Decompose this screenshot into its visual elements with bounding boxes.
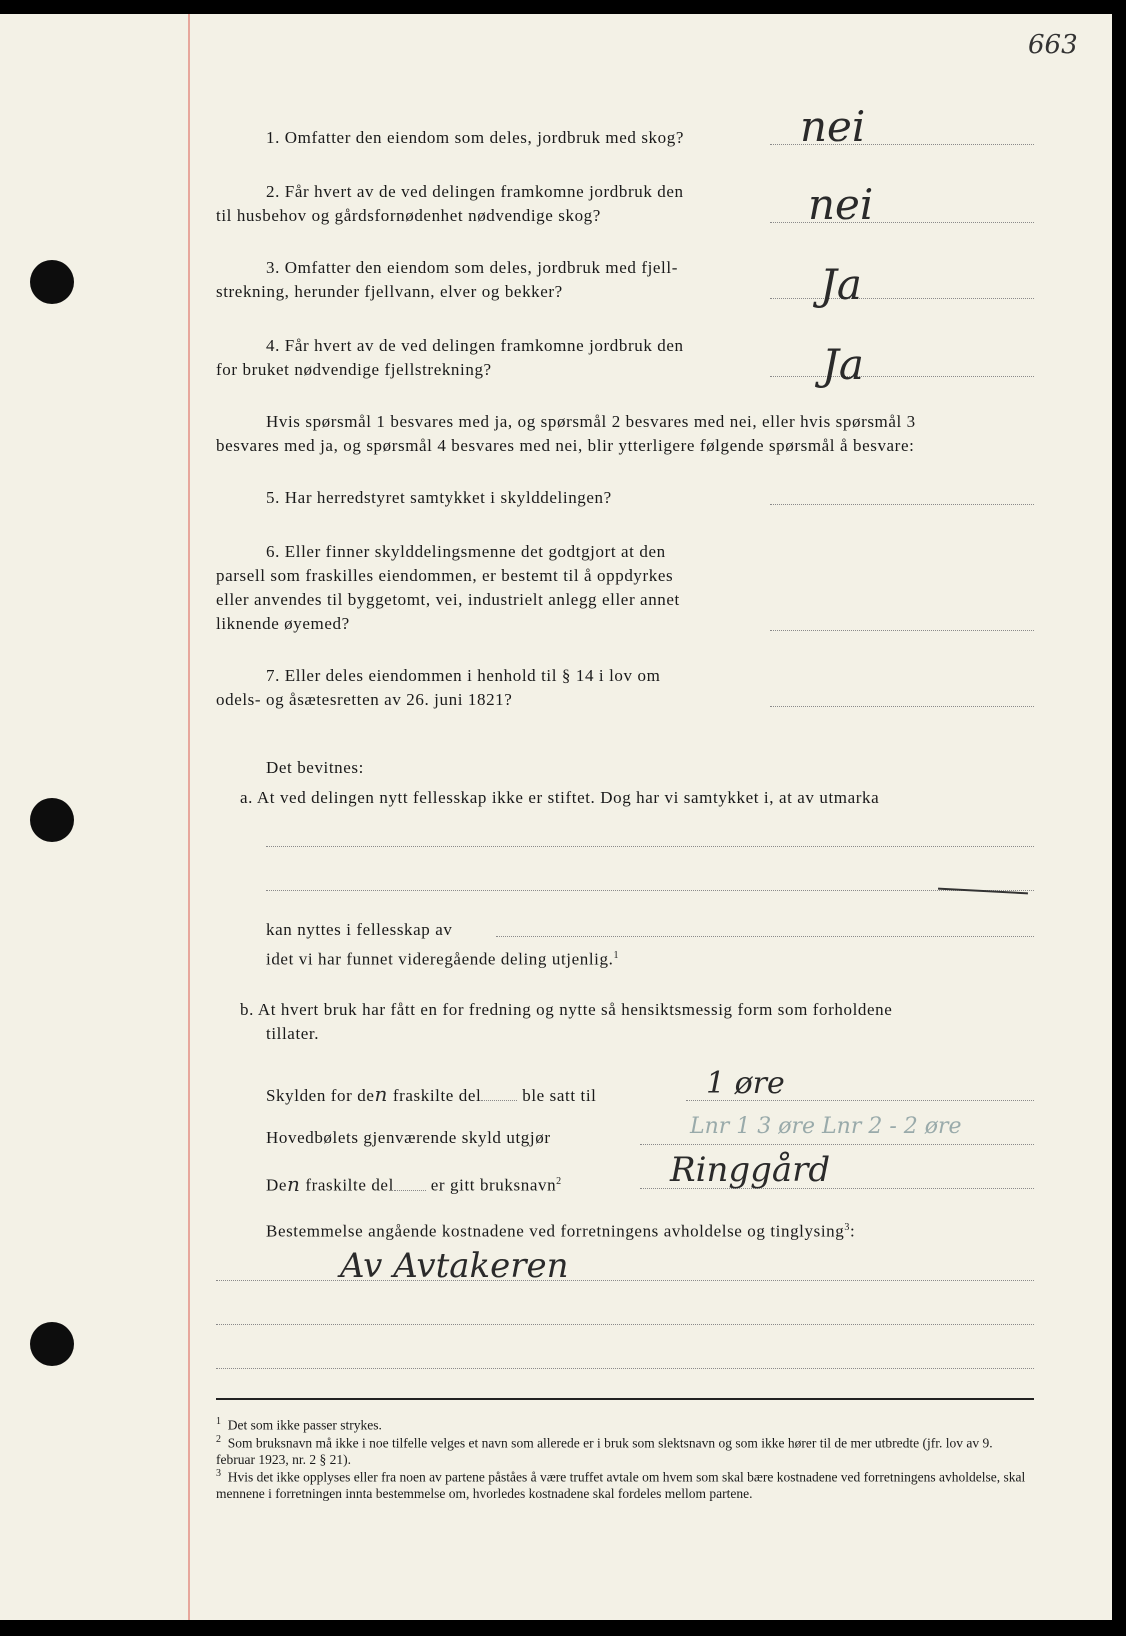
attest-b-line1: b. At hvert bruk har fått en for fredning og nytte så hensiktsmessig form som forholdene	[240, 1000, 893, 1019]
question-6-line1: 6. Eller finner skylddelingsmenne det godtgjort at den	[266, 542, 666, 561]
fill-line	[266, 846, 1034, 847]
answer-4-handwritten: Ja	[822, 340, 864, 389]
question-3-line1: 3. Omfatter den eiendom som deles, jordbruk med fjell-	[266, 258, 678, 277]
conditional-line1: Hvis spørsmål 1 besvares med ja, og spørsmål 2 besvares med nei, eller hvis spørsmål 3	[266, 412, 916, 431]
footnote-1: $^1$ Det som ikke passer strykes.	[216, 1416, 382, 1433]
answer-line	[770, 504, 1034, 505]
page-number: 663	[1028, 30, 1078, 60]
question-2-line2: til husbehov og gårdsfornødenhet nødvendige skog?	[216, 206, 601, 225]
margin-line	[188, 14, 190, 1620]
punch-hole	[30, 1322, 74, 1366]
question-4-line1: 4. Får hvert av de ved delingen framkomne jordbruk den	[266, 336, 684, 355]
skylden-value-handwritten: 1 øre	[706, 1066, 785, 1101]
hovedbolet-label: Hovedbølets gjenværende skyld utgjør	[266, 1128, 551, 1147]
question-5: 5. Har herredstyret samtykket i skylddelingen?	[266, 488, 612, 507]
bestemmelse-label: Bestemmelse angående kostnadene ved forretningens avholdelse og tinglysing$^3$:	[266, 1221, 856, 1241]
question-2-line1: 2. Får hvert av de ved delingen framkomne jordbruk den	[266, 182, 684, 201]
skylden-field: Skylden for den fraskilte del ble satt til	[266, 1082, 597, 1106]
answer-line	[770, 376, 1034, 377]
question-6-line4: liknende øyemed?	[216, 614, 350, 633]
question-6-line2: parsell som fraskilles eiendommen, er bestemt til å oppdyrkes	[216, 566, 674, 585]
footnote-rule	[216, 1398, 1034, 1400]
conditional-line2: besvares med ja, og spørsmål 4 besvares med nei, blir ytterligere følgende spørsmål å besvare:	[216, 436, 915, 455]
bruksnavn-field: Den fraskilte del er gitt bruksnavn$^2$	[266, 1171, 562, 1196]
fill-line	[216, 1368, 1034, 1369]
answer-2-handwritten: nei	[808, 180, 874, 229]
answer-line	[770, 706, 1034, 707]
attest-a: a. At ved delingen nytt fellesskap ikke er stiftet. Dog har vi samtykket i, at av utmarka	[240, 788, 880, 807]
document-page	[0, 14, 1112, 1620]
footnote-3: $^3$ Hvis det ikke opplyses eller fra noen av partene påståes å være truffet avtale om hvem som skal bære kostnadene ved forretningens avholdelse, skal mennene i forretningen innta bestemmelse om, hvorledes kostnadene skal fordeles mellom partene.	[216, 1468, 1026, 1501]
fill-line	[216, 1280, 1034, 1281]
attest-a-idet: idet vi har funnet videregående deling utjenlig.$^1$	[266, 949, 620, 969]
fill-line	[216, 1324, 1034, 1325]
fill-line	[640, 1144, 1034, 1145]
fill-line	[496, 936, 1034, 937]
answer-line	[770, 298, 1034, 299]
question-3-line2: strekning, herunder fjellvann, elver og bekker?	[216, 282, 563, 301]
question-4-line2: for bruket nødvendige fjellstrekning?	[216, 360, 492, 379]
answer-1-handwritten: nei	[800, 102, 866, 151]
bruksnavn-value-handwritten: Ringgård	[670, 1150, 831, 1190]
attest-b-line2: tillater.	[266, 1024, 320, 1043]
hovedbolet-value-handwritten: Lnr 1 3 øre Lnr 2 - 2 øre	[690, 1114, 962, 1139]
punch-hole	[30, 260, 74, 304]
fill-line	[266, 890, 1034, 891]
answer-3-handwritten: Ja	[820, 260, 862, 309]
question-7-line2: odels- og åsætesretten av 26. juni 1821?	[216, 690, 513, 709]
question-1: 1. Omfatter den eiendom som deles, jordbruk med skog?	[266, 128, 684, 147]
question-6-line3: eller anvendes til byggetomt, vei, industrielt anlegg eller annet	[216, 590, 680, 609]
bestemmelse-value-handwritten: Av Avtakeren	[340, 1246, 569, 1286]
question-7-line1: 7. Eller deles eiendommen i henhold til § 14 i lov om	[266, 666, 661, 685]
attest-heading: Det bevitnes:	[266, 758, 364, 777]
punch-hole	[30, 798, 74, 842]
footnote-2: $^2$ Som bruksnavn må ikke i noe tilfelle velges et navn som allerede er i bruk som slektsnavn og som ikke hører til de mer utbredte (jfr. lov av 9. februar 1923, nr. 2 § 21).	[216, 1434, 993, 1467]
attest-a-kan: kan nyttes i fellesskap av	[266, 920, 453, 939]
answer-line	[770, 630, 1034, 631]
